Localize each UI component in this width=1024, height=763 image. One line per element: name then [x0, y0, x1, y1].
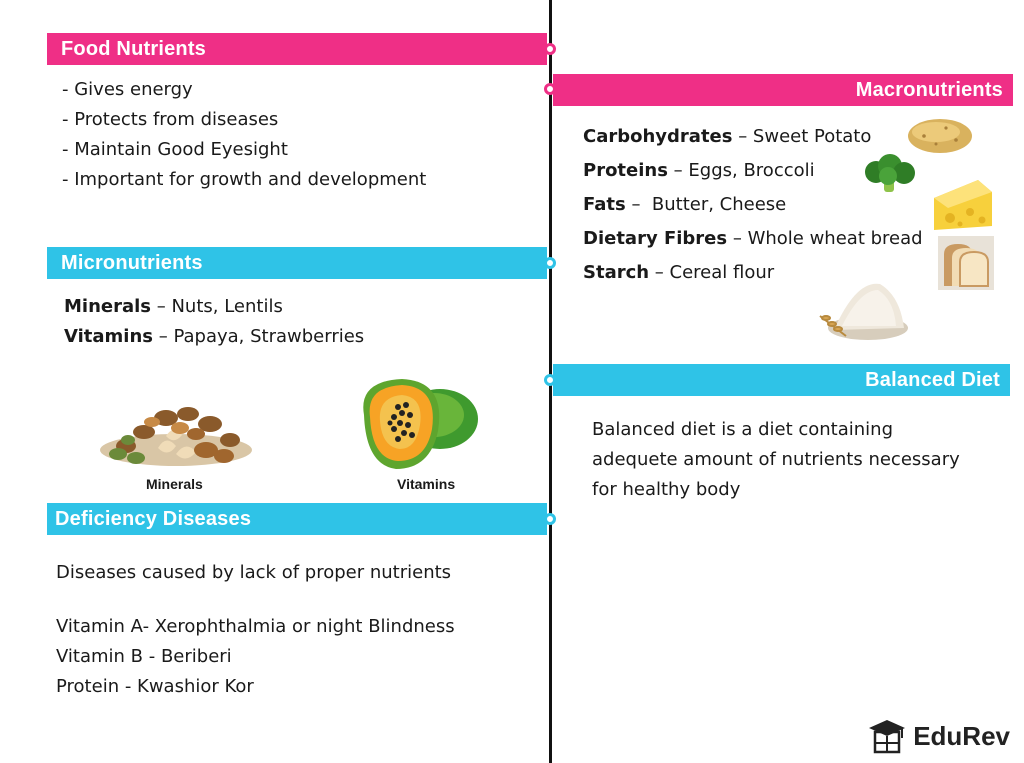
description-line: for healthy body — [592, 479, 741, 500]
cheese-icon — [932, 176, 994, 232]
deficiency-diseases-header: Deficiency Diseases — [47, 503, 547, 535]
nutrient-examples: Butter, Cheese — [651, 194, 787, 215]
graduation-cap-icon — [867, 718, 907, 754]
micronutrients-header: Micronutrients — [47, 247, 547, 279]
nutrient-examples: Eggs, Broccoli — [688, 160, 815, 181]
description-line: Balanced diet is a diet containing — [592, 419, 893, 440]
description-line: adequete amount of nutrients necessary — [592, 449, 960, 470]
micronutrient-minerals — [64, 292, 283, 322]
list-item: Vitamin A- Xerophthalmia or night Blindness — [56, 616, 455, 637]
nutrient-name: Fats — [583, 194, 626, 215]
separator: – — [667, 160, 689, 181]
list-item: - Maintain Good Eyesight — [62, 139, 288, 160]
separator: – — [625, 194, 652, 215]
separator: – — [727, 228, 748, 249]
micronutrient-vitamins — [64, 322, 364, 352]
nutrient-name: Dietary Fibres — [583, 228, 728, 249]
list-item: - Gives energy — [62, 79, 193, 100]
macronutrient-starch — [583, 258, 774, 288]
balanced-diet-header: Balanced Diet — [553, 364, 1010, 396]
nutrient-name: Carbohydrates — [583, 126, 733, 147]
separator: – — [151, 296, 172, 317]
flour-icon — [816, 276, 910, 342]
potato-icon — [906, 116, 974, 156]
edurev-logo — [867, 716, 1010, 756]
nutrient-name: Minerals — [64, 296, 152, 317]
brand-name: EduRev — [913, 720, 1010, 751]
nutrient-examples: Whole wheat bread — [747, 228, 923, 249]
list-item: - Protects from diseases — [62, 109, 279, 130]
macronutrient-fats — [583, 190, 786, 220]
nutrient-examples: Cereal flour — [669, 262, 775, 283]
vitamins-caption: Vitamins — [397, 476, 456, 492]
papaya-icon — [354, 375, 480, 471]
nutrient-examples: Nuts, Lentils — [171, 296, 283, 317]
deficiency-intro: Diseases caused by lack of proper nutrients — [56, 562, 452, 583]
broccoli-icon — [862, 154, 916, 194]
nuts-icon — [96, 388, 256, 470]
macronutrient-proteins — [583, 156, 815, 186]
macronutrient-dietary-fibres — [583, 224, 923, 254]
macronutrients-header: Macronutrients — [553, 74, 1013, 106]
separator: – — [649, 262, 670, 283]
list-item: - Important for growth and development — [62, 169, 427, 190]
separator: – — [732, 126, 753, 147]
minerals-caption: Minerals — [146, 476, 203, 492]
macronutrient-carbohydrates — [583, 122, 871, 152]
nutrient-name: Vitamins — [64, 326, 153, 347]
bread-icon — [938, 236, 994, 290]
nutrient-name: Starch — [583, 262, 650, 283]
separator: – — [153, 326, 174, 347]
food-nutrients-header: Food Nutrients — [47, 33, 547, 65]
nutrient-name: Proteins — [583, 160, 668, 181]
nutrient-examples: Sweet Potato — [752, 126, 872, 147]
list-item: Vitamin B - Beriberi — [56, 646, 232, 667]
nutrient-examples: Papaya, Strawberries — [173, 326, 365, 347]
list-item: Protein - Kwashior Kor — [56, 676, 254, 697]
